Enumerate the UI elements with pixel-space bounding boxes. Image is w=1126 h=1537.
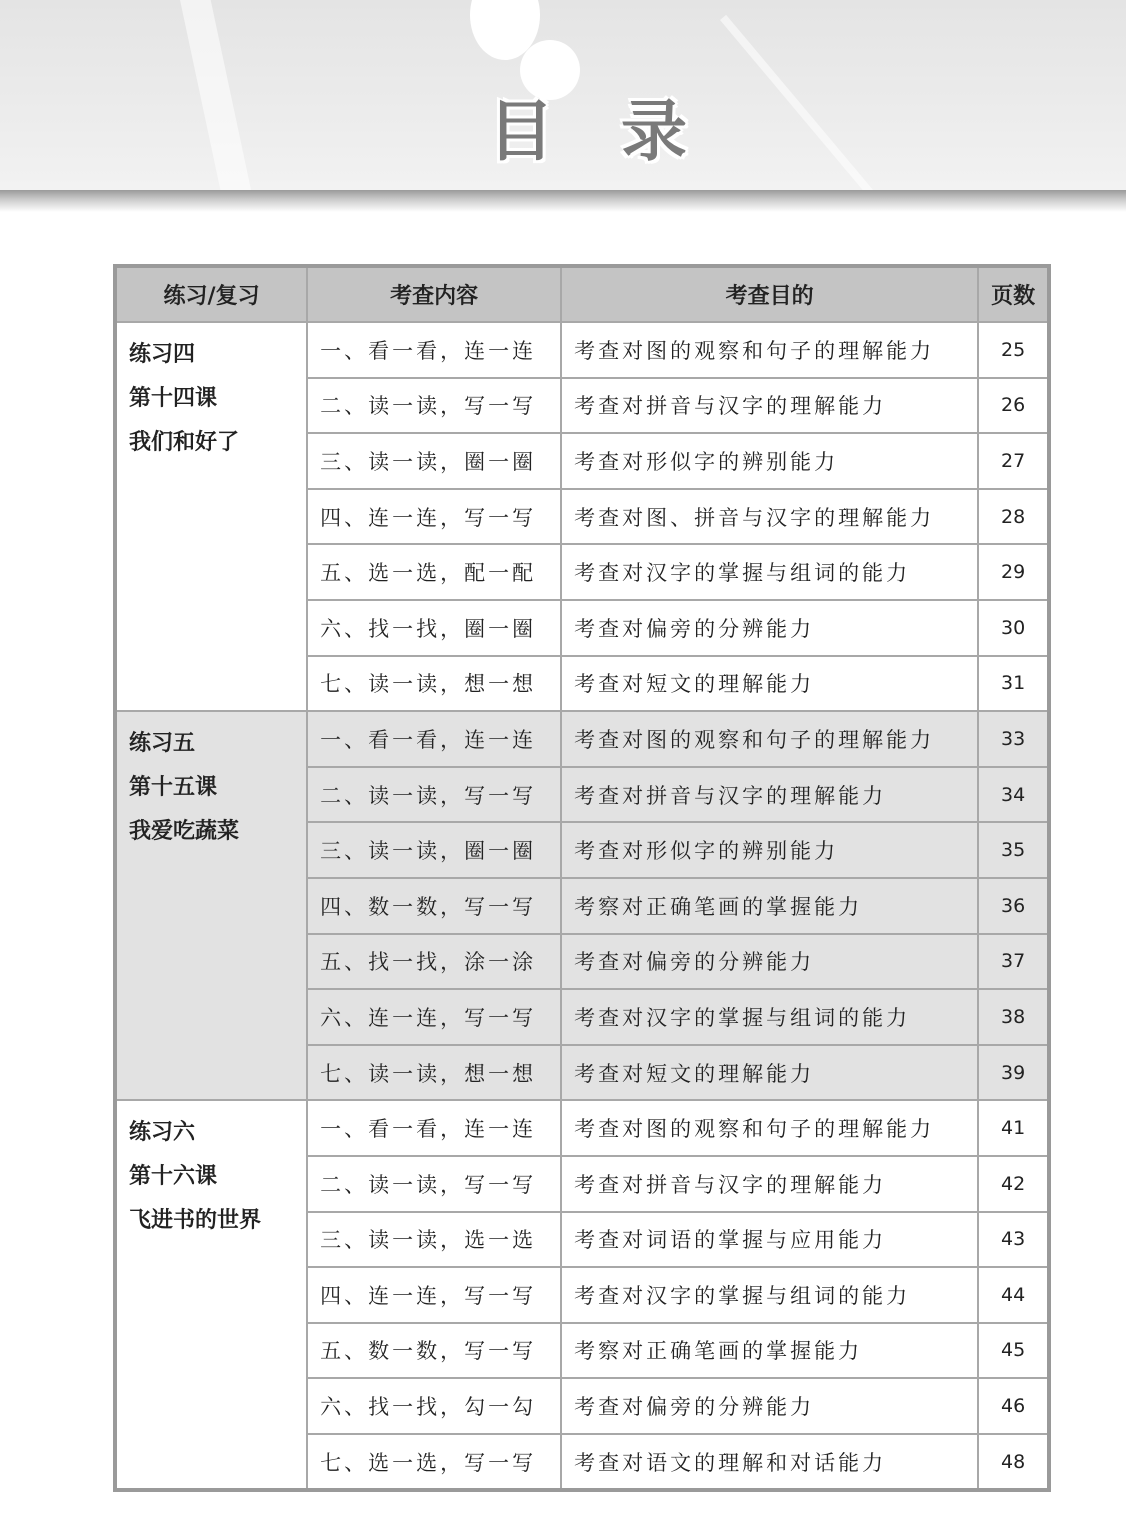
purpose-cell: 考查对短文的理解能力 [561, 656, 978, 712]
purpose-cell: 考查对语文的理解和对话能力 [561, 1434, 978, 1491]
page-title: 目 录 [488, 93, 709, 170]
content-cell: 三、读一读，圈一圈 [307, 433, 561, 489]
purpose-cell: 考查对拼音与汉字的理解能力 [561, 378, 978, 434]
header-page: 页数 [978, 266, 1049, 322]
page-number: 35 [978, 822, 1049, 878]
content-cell: 一、看一看，连一连 [307, 711, 561, 767]
page-number: 38 [978, 989, 1049, 1045]
lesson-label: 练习六 [129, 1120, 196, 1146]
page-number: 41 [978, 1100, 1049, 1156]
page-number: 33 [978, 711, 1049, 767]
purpose-cell: 考查对形似字的辨别能力 [561, 433, 978, 489]
purpose-cell: 考查对词语的掌握与应用能力 [561, 1212, 978, 1268]
purpose-cell: 考察对正确笔画的掌握能力 [561, 1323, 978, 1379]
content-cell: 五、数一数，写一写 [307, 1323, 561, 1379]
content-cell: 六、连一连，写一写 [307, 989, 561, 1045]
content-cell: 六、找一找，圈一圈 [307, 600, 561, 656]
content-cell: 四、连一连，写一写 [307, 1267, 561, 1323]
lesson-label: 第十六课 [129, 1164, 218, 1190]
content-cell: 五、选一选，配一配 [307, 544, 561, 600]
lesson-label: 第十五课 [129, 775, 218, 801]
purpose-cell: 考查对拼音与汉字的理解能力 [561, 1156, 978, 1212]
page-number: 27 [978, 433, 1049, 489]
content-cell: 五、找一找，涂一涂 [307, 934, 561, 990]
content-cell: 二、读一读，写一写 [307, 378, 561, 434]
lesson-label: 第十四课 [129, 386, 218, 411]
lesson-label: 练习五 [129, 731, 196, 757]
page-number: 34 [978, 767, 1049, 823]
content-cell: 三、读一读，选一选 [307, 1212, 561, 1268]
banner-shadow [0, 190, 1126, 212]
lesson-label: 我们和好了 [129, 430, 240, 455]
purpose-cell: 考查对汉字的掌握与组词的能力 [561, 544, 978, 600]
content-cell: 四、连一连，写一写 [307, 489, 561, 545]
page-number: 29 [978, 544, 1049, 600]
lesson-label: 飞进书的世界 [129, 1208, 262, 1234]
page-number: 44 [978, 1267, 1049, 1323]
content-cell: 一、看一看，连一连 [307, 322, 561, 378]
lesson-cell [115, 322, 307, 711]
purpose-cell: 考查对图的观察和句子的理解能力 [561, 1100, 978, 1156]
content-cell: 二、读一读，写一写 [307, 767, 561, 823]
page-number: 31 [978, 656, 1049, 712]
lesson-label: 我爱吃蔬菜 [129, 819, 240, 845]
header-exercise: 练习/复习 [115, 266, 307, 322]
page-number: 42 [978, 1156, 1049, 1212]
purpose-cell: 考查对形似字的辨别能力 [561, 822, 978, 878]
page-number: 45 [978, 1323, 1049, 1379]
content-cell: 一、看一看，连一连 [307, 1100, 561, 1156]
lesson-cell [115, 1100, 307, 1490]
purpose-cell: 考查对图的观察和句子的理解能力 [561, 711, 978, 767]
purpose-cell: 考查对偏旁的分辨能力 [561, 934, 978, 990]
content-cell: 四、数一数，写一写 [307, 878, 561, 934]
purpose-cell: 考查对汉字的掌握与组词的能力 [561, 989, 978, 1045]
page-number: 48 [978, 1434, 1049, 1491]
grass-stem-decoration [180, 0, 257, 190]
page-number: 28 [978, 489, 1049, 545]
content-cell: 七、选一选，写一写 [307, 1434, 561, 1491]
table-row [115, 711, 1049, 767]
purpose-cell: 考查对拼音与汉字的理解能力 [561, 767, 978, 823]
table-header-row [115, 266, 1049, 322]
page-number: 25 [978, 322, 1049, 378]
header-content: 考查内容 [307, 266, 561, 322]
content-cell: 六、找一找，勾一勾 [307, 1378, 561, 1434]
page-number: 30 [978, 600, 1049, 656]
page-number: 43 [978, 1212, 1049, 1268]
page-number: 39 [978, 1045, 1049, 1101]
header-banner [0, 0, 1126, 190]
page-number: 26 [978, 378, 1049, 434]
purpose-cell: 考查对图、拼音与汉字的理解能力 [561, 489, 978, 545]
content-cell: 七、读一读，想一想 [307, 656, 561, 712]
purpose-cell: 考查对偏旁的分辨能力 [561, 600, 978, 656]
content-cell: 二、读一读，写一写 [307, 1156, 561, 1212]
purpose-cell: 考察对正确笔画的掌握能力 [561, 878, 978, 934]
page-number: 37 [978, 934, 1049, 990]
page-number: 46 [978, 1378, 1049, 1434]
grass-stem-decoration [720, 15, 893, 190]
purpose-cell: 考查对偏旁的分辨能力 [561, 1378, 978, 1434]
content-cell: 七、读一读，想一想 [307, 1045, 561, 1101]
content-cell: 三、读一读，圈一圈 [307, 822, 561, 878]
table-row [115, 322, 1049, 378]
contents-table [113, 264, 1051, 1492]
header-purpose: 考查目的 [561, 266, 978, 322]
table-row [115, 1100, 1049, 1156]
purpose-cell: 考查对图的观察和句子的理解能力 [561, 322, 978, 378]
purpose-cell: 考查对汉字的掌握与组词的能力 [561, 1267, 978, 1323]
page-number: 36 [978, 878, 1049, 934]
purpose-cell: 考查对短文的理解能力 [561, 1045, 978, 1101]
lesson-label: 练习四 [129, 342, 196, 367]
lesson-cell [115, 711, 307, 1100]
